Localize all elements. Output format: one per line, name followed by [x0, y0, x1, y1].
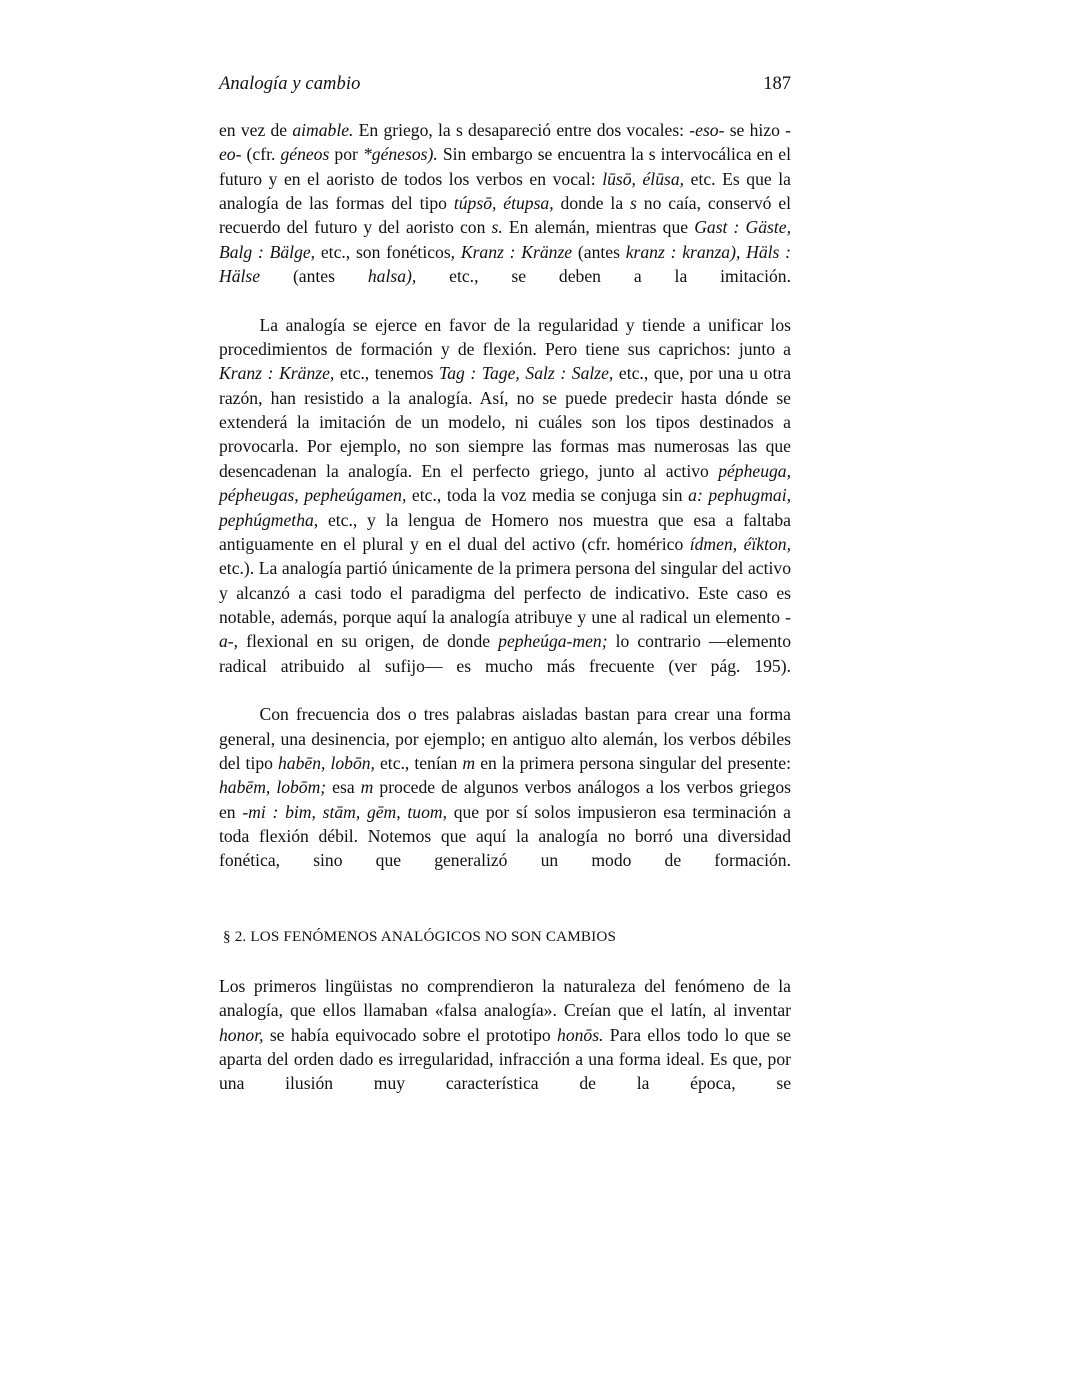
text-run: (antes [260, 266, 368, 287]
text-run: etc., tenían [374, 752, 463, 773]
italic-run: -eo- [219, 120, 791, 165]
italic-run: Kranz : Kränze, [219, 363, 335, 384]
text-column [219, 72, 791, 1120]
text-run: (antes [572, 241, 626, 262]
text-run: procede de algunos verbos análogos a los verbos griegos en [219, 777, 792, 822]
text-run: etc., y la lengua de Homero nos muestra que esa a faltaba antiguamente en el plural y en el dual del activo (cfr. homérico [219, 509, 791, 554]
text-run: etc., toda la voz media se conjuga sin [406, 485, 689, 506]
text-run: etc., que, por una u otra razón, han resistido a la analogía. Así, no se puede predecir hasta dónde se extenderá la imitación de un modelo, ni cuáles son los tipos destinados a provocarla. Por ejemplo, no son siempre las formas mas numerosas las que desencadenan la analogía. En el perfecto griego, junto al activo [219, 363, 791, 481]
italic-run: -eso- [689, 120, 725, 140]
italic-run: a: pephugmai, pephúgmetha, [219, 485, 791, 530]
italic-run: -mi : bim, stām, gēm, tuom, [242, 801, 447, 822]
italic-run: halsa), [367, 266, 417, 287]
italic-run: géneos [280, 144, 330, 165]
text-run: Para ellos todo lo que se aparta del orden dado es irregularidad, infracción a una forma ideal. Es que, por una ilusión muy característica de la época, se [219, 1024, 791, 1094]
text-run: , flexional en su origen, de donde [233, 631, 499, 652]
text-run: lo contrario —elemento radical atribuido al sufijo— es mucho más frecuente (ver pág. 195). [219, 631, 791, 676]
paragraph [219, 313, 791, 703]
italic-run: *génesos). [362, 144, 438, 165]
paragraph [219, 702, 791, 897]
italic-run: pépheuga, pépheugas, pepheúgamen, [219, 460, 791, 506]
text-run: Los primeros lingüistas no comprendieron la naturaleza del fenómeno de la analogía, que ellos llamaban «falsa analogía». Creían que el latín, al inventar [219, 976, 791, 1021]
italic-run: m [360, 777, 374, 798]
italic-run: kranz : kranza), Häls : Hälse [219, 241, 792, 287]
italic-run: Tag : Tage, Salz : Salze, [439, 363, 614, 384]
italic-run: honōs. [557, 1024, 604, 1045]
italic-run: Gast : Gäste, Balg : Bälge, [219, 217, 791, 262]
text-run: no caía, conservó el recuerdo del futuro y del aoristo con [219, 193, 792, 238]
body-text-after-heading [219, 974, 791, 1120]
italic-run: s. [491, 217, 503, 238]
italic-run: lūsō, élūsa, [602, 168, 685, 189]
running-head-title: Analogía y cambio [219, 74, 361, 94]
text-run: etc., tenemos [334, 363, 440, 384]
text-run: En alemán, mientras que [502, 217, 695, 238]
text-run: etc.). La analogía partió únicamente de la primera persona del singular del activo y alcanzó a casi todo el paradigma del perfecto de indicativo. Este caso es notable, además, porque aquí la analogía atribuye y une al radical un elemento [219, 558, 791, 627]
text-run: Sin embargo se encuentra la s intervocálica en el futuro y en el aoristo de todos los verbos en vocal: [219, 144, 791, 189]
text-run: La analogía se ejerce en favor de la regularidad y tiende a unificar los procedimientos de formación y de flexión. Pero tiene sus caprichos: junto a [219, 314, 791, 360]
page-number: 187 [763, 74, 791, 94]
italic-run: habēn, lobōn, [278, 752, 375, 773]
text-run: se había equivocado sobre el prototipo [263, 1024, 558, 1045]
text-run: etc., son fonéticos, [315, 241, 461, 262]
text-run: etc., se deben a la imitación. [416, 266, 792, 287]
text-run: por [329, 144, 363, 165]
text-run: esa [326, 777, 361, 798]
italic-run: Kranz : Kränze [460, 241, 573, 262]
section-heading: § 2. LOS FENÓMENOS ANALÓGICOS NO SON CAMBIOS [223, 928, 617, 945]
running-head [219, 72, 791, 96]
text-run: se hizo [724, 120, 786, 140]
text-run: Con frecuencia dos o tres palabras aisladas bastan para crear una forma general, una desinencia, por ejemplo; en antiguo alto alemán, los verbos débiles del tipo [219, 704, 791, 773]
italic-run: túpsō, étupsa, [453, 193, 554, 214]
text-run: etc. Es que la analogía de las formas del tipo [219, 168, 791, 214]
italic-run: aimable. [292, 120, 354, 140]
italic-run: m [462, 752, 476, 773]
paragraph [219, 118, 791, 313]
italic-run: -a- [219, 606, 791, 652]
text-run: que por sí solos impusieron esa terminación a toda flexión débil. Notemos que aquí la analogía no borró una diversidad fonética, sino que generalizó un modo de formación. [219, 801, 791, 871]
text-run: donde la [553, 193, 631, 214]
italic-run: pepheúga-men; [498, 631, 608, 652]
text-run: en la primera persona singular del presente: [475, 752, 791, 773]
paragraph [219, 974, 791, 1120]
text-run: en vez de [219, 120, 293, 140]
italic-run: honor, [219, 1024, 264, 1045]
text-run: (cfr. [241, 144, 281, 165]
body-text [219, 118, 791, 897]
italic-run: s [630, 193, 637, 214]
italic-run: ídmen, éïkton, [689, 533, 791, 554]
text-run: En griego, la s desapareció entre dos vocales: [353, 120, 690, 140]
italic-run: habēm, lobōm; [219, 777, 327, 798]
